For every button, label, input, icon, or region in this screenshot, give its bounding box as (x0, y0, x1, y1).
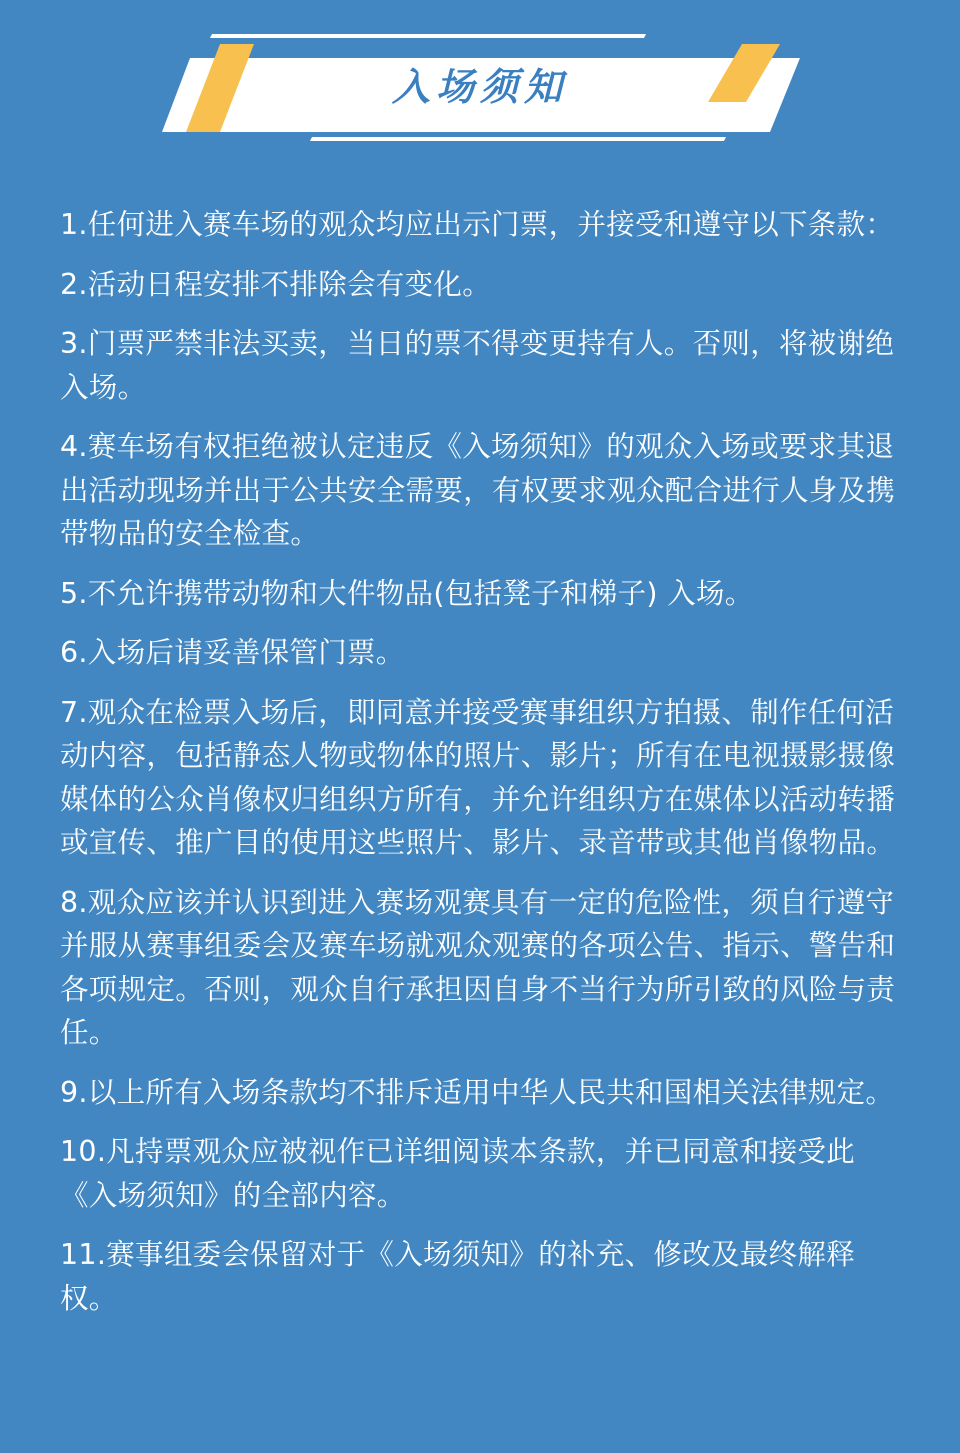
rule-item-6: 6.入场后请妥善保管门票。 (60, 636, 405, 669)
rule-item-4: 4.赛车场有权拒绝被认定违反《入场须知》的观众入场或要求其退出活动现场并出于公共安全需要，有权要求观众配合进行人身及携带物品的安全检查。 (60, 430, 896, 550)
rule-item-5: 5.不允许携带动物和大件物品(包括凳子和梯子) 入场。 (60, 576, 754, 610)
rule-item-9: 9.以上所有入场条款均不排斥适用中华人民共和国相关法律规定。 (60, 1075, 895, 1109)
banner-top-line (210, 34, 646, 38)
rule-item-10: 10.凡持票观众应被视作已详细阅读本条款，并已同意和接受此《入场须知》的全部内容。 (60, 1135, 856, 1212)
banner-bottom-line (310, 137, 726, 141)
rule-item-1: 1.任何进入赛车场的观众均应出示门票，并接受和遵守以下条款： (60, 208, 895, 241)
rule-item-3: 3.门票严禁非法买卖，当日的票不得变更持有人。否则，将被谢绝入场。 (60, 327, 895, 404)
rules-list (60, 203, 908, 1336)
rule-item-7: 7.观众在检票入场后，即同意并接受赛事组织方拍摄、制作任何活动内容，包括静态人物或物体的照片、影片；所有在电视摄影摄像媒体的公众肖像权归组织方所有，并允许组织方在媒体以活动转播或宣传、推广目的使用这些照片、影片、录音带或其他肖像物品。 (60, 695, 896, 859)
rule-item-11: 11.赛事组委会保留对于《入场须知》的补充、修改及最终解释权。 (60, 1238, 856, 1315)
rule-item-8: 8.观众应该并认识到进入赛场观赛具有一定的危险性，须自行遵守并服从赛事组委会及赛车场就观众观赛的各项公告、指示、警告和各项规定。否则，观众自行承担因自身不当行为所引致的风险与责任。 (60, 885, 896, 1049)
page-title: 入场须知 (391, 65, 568, 109)
rule-item-2: 2.活动日程安排不排除会有变化。 (60, 267, 491, 301)
title-banner (0, 0, 960, 160)
